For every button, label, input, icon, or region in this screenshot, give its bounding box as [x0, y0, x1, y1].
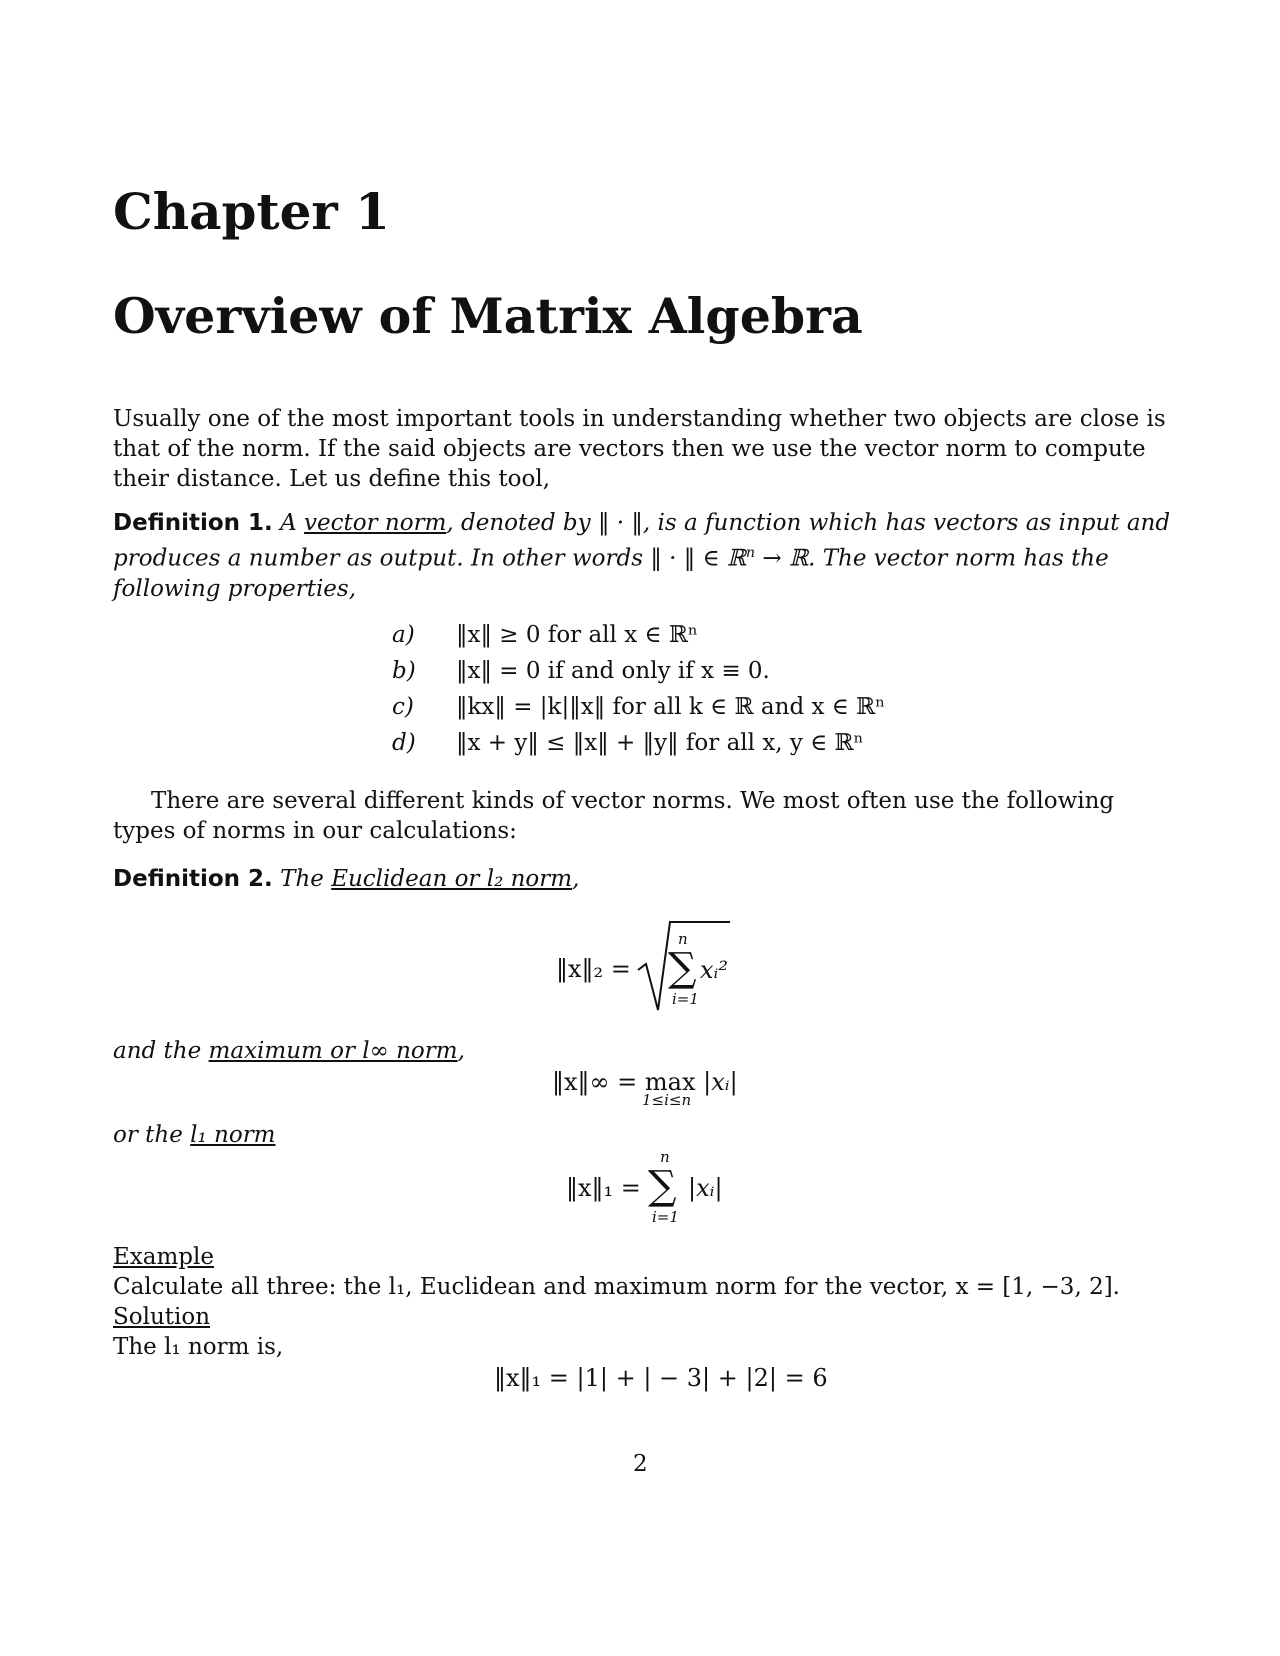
property-label: c): [392, 694, 414, 720]
l1-norm-term: l₁ norm: [190, 1122, 276, 1148]
l1-norm-intro: [113, 1120, 1175, 1150]
eq-l1-sum-bottom: i=1: [652, 1208, 679, 1226]
eq-linf-rhs: |xᵢ|: [695, 1068, 738, 1096]
property-formula: ‖kx‖ = |k|‖x‖ for all k ∈ ℝ and x ∈ ℝⁿ: [456, 694, 886, 720]
chapter-title: Overview of Matrix Algebra: [113, 287, 863, 345]
solution-label: Solution: [113, 1304, 211, 1330]
max-norm-text-b: ,: [457, 1038, 465, 1064]
definition-1-text-b: , denoted by ‖ · ‖, is a function which has vectors as input and produces a number as output. In other words ‖ · ‖ ∈ ℝ: [113, 510, 1171, 572]
sum-symbol: ∑: [668, 945, 697, 991]
definition-2-text-b: ,: [572, 866, 580, 892]
eq-l2-sum-top: n: [678, 930, 688, 948]
property-formula: ‖x + y‖ ≤ ‖x‖ + ‖y‖ for all x, y ∈ ℝⁿ: [456, 730, 864, 756]
sum-symbol: ∑: [648, 1163, 677, 1209]
example-result: ‖x‖₁ = |1| + | − 3| + |2| = 6: [494, 1364, 828, 1392]
eq-l2-term: xᵢ²: [700, 956, 728, 984]
property-formula: ‖x‖ = 0 if and only if x ≡ 0.: [456, 658, 770, 684]
definition-2: [113, 864, 1175, 894]
property-label: d): [392, 730, 416, 756]
eq-l1-sum-top: n: [660, 1148, 670, 1166]
definition-2-head: Definition 2.: [113, 866, 273, 892]
max-norm-text-a: and the: [113, 1038, 209, 1064]
l1-norm-text-a: or the: [113, 1122, 191, 1148]
max-norm-term: maximum or l∞ norm: [208, 1038, 458, 1064]
property-label: b): [392, 658, 416, 684]
eq-l1-lhs: ‖x‖₁ =: [566, 1174, 641, 1202]
definition-2-term: Euclidean or l₂ norm: [331, 866, 573, 892]
property-formula: ‖x‖ ≥ 0 for all x ∈ ℝⁿ: [456, 622, 698, 648]
example-text: Calculate all three: the l₁, Euclidean and maximum norm for the vector, x = [1, −3, 2].: [113, 1274, 1120, 1300]
eq-linf-sub: 1≤i≤n: [642, 1091, 692, 1109]
example-label: Example: [113, 1244, 214, 1270]
kinds-paragraph: There are several different kinds of vector norms. We most often use the following types of norms in our calculations:: [113, 788, 1115, 844]
intro-paragraph: Usually one of the most important tools in understanding whether two objects are close is that of the norm. If the said objects are vectors then we use the vector norm to compute their distance. Let us define this tool,: [113, 406, 1166, 492]
eq-l1-term: |xᵢ|: [688, 1174, 723, 1202]
definition-1-text-c: → ℝ. The vector norm has the following properties,: [113, 545, 1109, 602]
definition-2-text-a: The: [280, 866, 332, 892]
max-norm-intro: [113, 1036, 1175, 1066]
definition-1-head: Definition 1.: [113, 510, 273, 536]
definition-1-text-a: A: [280, 510, 305, 536]
definition-1-sup: n: [746, 545, 756, 561]
page-number: 2: [633, 1451, 648, 1477]
definition-1-term: vector norm: [304, 510, 447, 536]
eq-l2-sum-bottom: i=1: [672, 990, 699, 1008]
chapter-label: Chapter 1: [113, 182, 390, 241]
eq-l2-lhs: ‖x‖₂ =: [556, 955, 631, 983]
property-label: a): [392, 622, 415, 648]
solution-text: The l₁ norm is,: [113, 1334, 284, 1360]
eq-linf-lhs: ‖x‖∞ =: [552, 1068, 645, 1096]
eq-linf-op: max: [644, 1068, 696, 1096]
definition-1: [113, 508, 1175, 604]
